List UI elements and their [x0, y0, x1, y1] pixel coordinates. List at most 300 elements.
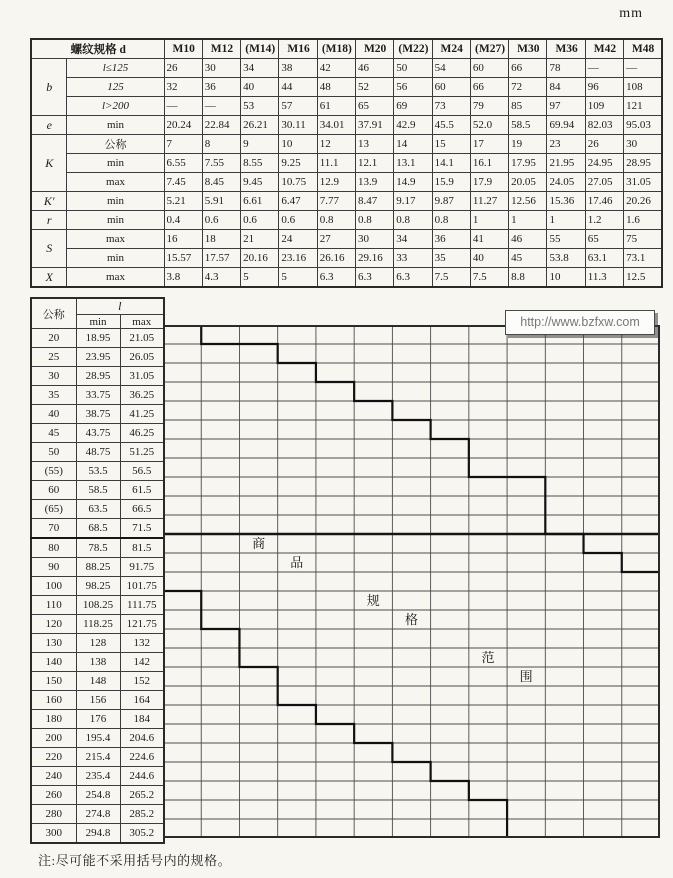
length-row: [31, 558, 164, 577]
length-row: [31, 824, 164, 844]
spec-cell: 26: [585, 135, 623, 154]
length-min: 156: [76, 691, 120, 710]
spec-cell: 72: [509, 78, 547, 97]
commercial-range-grid: [163, 325, 660, 838]
spec-cell: 42.9: [394, 116, 432, 135]
spec-cell: —: [202, 97, 240, 116]
length-min: 88.25: [76, 558, 120, 577]
range-band-label-char: 格: [404, 612, 419, 627]
spec-cell: 30: [202, 59, 240, 78]
length-nominal: 300: [31, 824, 76, 844]
length-min: 33.75: [76, 386, 120, 405]
spec-table-body: [31, 39, 662, 287]
spec-cell: 23.16: [279, 249, 317, 268]
length-max: 121.75: [120, 615, 164, 634]
spec-cell: 0.6: [202, 211, 240, 230]
length-max: 31.05: [120, 367, 164, 386]
spec-cell: 48: [317, 78, 355, 97]
spec-cell: 44: [279, 78, 317, 97]
length-row: [31, 729, 164, 748]
spec-group-label: K: [31, 135, 66, 192]
spec-cell: 7.5: [432, 268, 470, 288]
length-nominal: 80: [31, 538, 76, 558]
length-min: 215.4: [76, 748, 120, 767]
length-min: 148: [76, 672, 120, 691]
length-max: 101.75: [120, 577, 164, 596]
length-max: 21.05: [120, 329, 164, 348]
spec-cell: 15.57: [164, 249, 202, 268]
spec-row: [31, 268, 662, 288]
spec-cell: 21: [241, 230, 279, 249]
spec-cell: 46: [509, 230, 547, 249]
length-nominal: 35: [31, 386, 76, 405]
length-corner-label: 公称: [31, 298, 76, 329]
spec-cell: 8.45: [202, 173, 240, 192]
length-subheader: min: [76, 315, 120, 329]
length-min: 274.8: [76, 805, 120, 824]
spec-sub-label: 125: [66, 78, 164, 97]
spec-group-label: K′: [31, 192, 66, 211]
length-row: [31, 443, 164, 462]
spec-cell: 10: [279, 135, 317, 154]
spec-cell: 24.05: [547, 173, 585, 192]
length-max: 26.05: [120, 348, 164, 367]
spec-cell: 31.05: [624, 173, 662, 192]
length-row: [31, 634, 164, 653]
spec-cell: 26.21: [241, 116, 279, 135]
spec-cell: 20.16: [241, 249, 279, 268]
spec-cell: 19: [509, 135, 547, 154]
length-min: 48.75: [76, 443, 120, 462]
spec-cell: 12: [317, 135, 355, 154]
spec-group-label: e: [31, 116, 66, 135]
spec-cell: 12.1: [355, 154, 393, 173]
spec-cell: 8.8: [509, 268, 547, 288]
spec-cell: 73: [432, 97, 470, 116]
spec-cell: 45: [509, 249, 547, 268]
spec-cell: 121: [624, 97, 662, 116]
footnote: 注:尽可能不采用括号内的规格。: [38, 853, 232, 868]
length-nominal: 280: [31, 805, 76, 824]
spec-cell: 3.8: [164, 268, 202, 288]
length-max: 91.75: [120, 558, 164, 577]
spec-column-header: M48: [624, 39, 662, 59]
spec-cell: 17.46: [585, 192, 623, 211]
spec-column-header: M42: [585, 39, 623, 59]
length-row: [31, 348, 164, 367]
spec-cell: 17: [470, 135, 508, 154]
length-l-label: l: [76, 298, 164, 315]
spec-sub-label: min: [66, 154, 164, 173]
spec-cell: 56: [394, 78, 432, 97]
spec-cell: 73.1: [624, 249, 662, 268]
spec-cell: 66: [509, 59, 547, 78]
spec-cell: 5.91: [202, 192, 240, 211]
spec-cell: 27: [317, 230, 355, 249]
spec-cell: 9.87: [432, 192, 470, 211]
length-max: 184: [120, 710, 164, 729]
range-band-label-char: 商: [252, 536, 266, 551]
spec-cell: 60: [470, 59, 508, 78]
spec-cell: 15: [432, 135, 470, 154]
length-table: [30, 297, 165, 844]
spec-cell: 37.91: [355, 116, 393, 135]
range-band-label-char: 品: [290, 555, 304, 570]
spec-column-header: M30: [509, 39, 547, 59]
length-nominal: 120: [31, 615, 76, 634]
length-nominal: 40: [31, 405, 76, 424]
spec-cell: 40: [241, 78, 279, 97]
length-max: 244.6: [120, 767, 164, 786]
length-max: 132: [120, 634, 164, 653]
length-nominal: 140: [31, 653, 76, 672]
spec-cell: 109: [585, 97, 623, 116]
spec-row: [31, 135, 662, 154]
spec-sub-label: min: [66, 116, 164, 135]
spec-cell: 1.6: [624, 211, 662, 230]
spec-cell: 17.57: [202, 249, 240, 268]
spec-cell: 38: [279, 59, 317, 78]
spec-cell: 7.45: [164, 173, 202, 192]
length-row: [31, 748, 164, 767]
length-max: 61.5: [120, 481, 164, 500]
length-max: 111.75: [120, 596, 164, 615]
spec-table: [30, 38, 663, 288]
spec-cell: —: [585, 59, 623, 78]
length-row: [31, 615, 164, 634]
spec-cell: 9.17: [394, 192, 432, 211]
length-max: 71.5: [120, 519, 164, 539]
spec-cell: 22.84: [202, 116, 240, 135]
spec-cell: 24: [279, 230, 317, 249]
spec-cell: 8: [202, 135, 240, 154]
spec-cell: 84: [547, 78, 585, 97]
length-row: [31, 691, 164, 710]
spec-cell: 33: [394, 249, 432, 268]
length-row: [31, 767, 164, 786]
spec-cell: 26: [164, 59, 202, 78]
length-row: [31, 405, 164, 424]
length-min: 38.75: [76, 405, 120, 424]
spec-cell: 45.5: [432, 116, 470, 135]
spec-cell: 14.1: [432, 154, 470, 173]
length-row: [31, 596, 164, 615]
spec-cell: 41: [470, 230, 508, 249]
spec-cell: 6.47: [279, 192, 317, 211]
range-band-label-char: 围: [519, 669, 533, 684]
length-row: [31, 805, 164, 824]
spec-cell: 17.9: [470, 173, 508, 192]
spec-cell: 82.03: [585, 116, 623, 135]
spec-cell: 42: [317, 59, 355, 78]
spec-column-header: (M18): [317, 39, 355, 59]
spec-row: [31, 249, 662, 268]
spec-cell: 0.4: [164, 211, 202, 230]
length-min: 23.95: [76, 348, 120, 367]
spec-row: [31, 192, 662, 211]
length-max: 66.5: [120, 500, 164, 519]
spec-cell: 16.1: [470, 154, 508, 173]
spec-column-header: M20: [355, 39, 393, 59]
spec-cell: 34.01: [317, 116, 355, 135]
spec-cell: 28.95: [624, 154, 662, 173]
spec-cell: 5.21: [164, 192, 202, 211]
spec-row: [31, 230, 662, 249]
spec-cell: 23: [547, 135, 585, 154]
spec-cell: 52: [355, 78, 393, 97]
length-row: [31, 710, 164, 729]
spec-cell: 60: [432, 78, 470, 97]
spec-cell: 4.3: [202, 268, 240, 288]
length-max: 164: [120, 691, 164, 710]
spec-cell: 96: [585, 78, 623, 97]
spec-cell: 6.3: [355, 268, 393, 288]
length-row: [31, 653, 164, 672]
spec-cell: 12.56: [509, 192, 547, 211]
spec-cell: 35: [432, 249, 470, 268]
spec-sub-label: 公称: [66, 135, 164, 154]
spec-cell: 20.26: [624, 192, 662, 211]
spec-row: [31, 173, 662, 192]
spec-sub-label: max: [66, 268, 164, 288]
spec-column-header: (M14): [241, 39, 279, 59]
spec-cell: 0.6: [279, 211, 317, 230]
spec-cell: 75: [624, 230, 662, 249]
spec-cell: 6.61: [241, 192, 279, 211]
length-row: [31, 386, 164, 405]
length-min: 254.8: [76, 786, 120, 805]
spec-cell: 13.1: [394, 154, 432, 173]
spec-cell: 7: [164, 135, 202, 154]
spec-cell: 9.45: [241, 173, 279, 192]
length-max: 81.5: [120, 538, 164, 558]
spec-column-header: (M27): [470, 39, 508, 59]
spec-cell: 69.94: [547, 116, 585, 135]
spec-cell: 15.9: [432, 173, 470, 192]
spec-cell: 32: [164, 78, 202, 97]
spec-cell: 1: [509, 211, 547, 230]
spec-cell: 0.8: [394, 211, 432, 230]
range-band-label-char: 规: [366, 593, 380, 608]
spec-column-header: M24: [432, 39, 470, 59]
spec-row: [31, 211, 662, 230]
length-nominal: 200: [31, 729, 76, 748]
spec-column-header: M12: [202, 39, 240, 59]
spec-cell: 57: [279, 97, 317, 116]
spec-cell: 97: [547, 97, 585, 116]
spec-sub-label: max: [66, 173, 164, 192]
spec-corner-label: 螺纹规格 d: [31, 39, 164, 59]
length-min: 128: [76, 634, 120, 653]
spec-cell: 0.8: [432, 211, 470, 230]
spec-cell: —: [164, 97, 202, 116]
length-min: 138: [76, 653, 120, 672]
spec-cell: 6.55: [164, 154, 202, 173]
length-nominal: 260: [31, 786, 76, 805]
spec-cell: 6.3: [394, 268, 432, 288]
length-row: [31, 424, 164, 443]
length-table-body: [31, 298, 164, 843]
spec-cell: 50: [394, 59, 432, 78]
spec-cell: 46: [355, 59, 393, 78]
spec-row: [31, 97, 662, 116]
length-min: 68.5: [76, 519, 120, 539]
length-nominal: 45: [31, 424, 76, 443]
length-min: 294.8: [76, 824, 120, 844]
spec-cell: 61: [317, 97, 355, 116]
spec-cell: 36: [432, 230, 470, 249]
watermark-url: http://www.bzfxw.com: [520, 315, 640, 329]
length-row: [31, 367, 164, 386]
spec-sub-label: min: [66, 211, 164, 230]
spec-cell: 21.95: [547, 154, 585, 173]
length-max: 56.5: [120, 462, 164, 481]
length-min: 53.5: [76, 462, 120, 481]
spec-cell: 69: [394, 97, 432, 116]
spec-cell: 10.75: [279, 173, 317, 192]
spec-cell: 5: [241, 268, 279, 288]
length-max: 41.25: [120, 405, 164, 424]
length-subheader: max: [120, 315, 164, 329]
spec-cell: 12.5: [624, 268, 662, 288]
length-min: 58.5: [76, 481, 120, 500]
spec-cell: 40: [470, 249, 508, 268]
spec-cell: 7.55: [202, 154, 240, 173]
spec-cell: 53: [241, 97, 279, 116]
spec-cell: 15.36: [547, 192, 585, 211]
spec-cell: 24.95: [585, 154, 623, 173]
length-nominal: 180: [31, 710, 76, 729]
length-nominal: 220: [31, 748, 76, 767]
length-nominal: 150: [31, 672, 76, 691]
length-max: 46.25: [120, 424, 164, 443]
length-row: [31, 329, 164, 348]
length-nominal: (65): [31, 500, 76, 519]
spec-cell: 65: [355, 97, 393, 116]
length-max: 285.2: [120, 805, 164, 824]
length-nominal: 25: [31, 348, 76, 367]
length-nominal: 110: [31, 596, 76, 615]
spec-cell: 95.03: [624, 116, 662, 135]
spec-cell: 53.8: [547, 249, 585, 268]
spec-cell: —: [624, 59, 662, 78]
spec-cell: 11.27: [470, 192, 508, 211]
spec-cell: 63.1: [585, 249, 623, 268]
spec-cell: 66: [470, 78, 508, 97]
spec-sub-label: max: [66, 230, 164, 249]
spec-cell: 30: [624, 135, 662, 154]
length-max: 265.2: [120, 786, 164, 805]
unit-label: mm: [619, 6, 643, 21]
spec-cell: 13: [355, 135, 393, 154]
spec-cell: 108: [624, 78, 662, 97]
length-row: [31, 577, 164, 596]
spec-cell: 1: [470, 211, 508, 230]
spec-cell: 14.9: [394, 173, 432, 192]
spec-group-label: S: [31, 230, 66, 268]
length-min: 98.25: [76, 577, 120, 596]
length-nominal: 30: [31, 367, 76, 386]
length-min: 176: [76, 710, 120, 729]
spec-row: [31, 154, 662, 173]
spec-cell: 26.16: [317, 249, 355, 268]
length-nominal: 240: [31, 767, 76, 786]
spec-column-header: M10: [164, 39, 202, 59]
spec-cell: 36: [202, 78, 240, 97]
spec-cell: 20.05: [509, 173, 547, 192]
spec-cell: 34: [241, 59, 279, 78]
length-nominal: 60: [31, 481, 76, 500]
length-nominal: (55): [31, 462, 76, 481]
length-row: [31, 538, 164, 558]
spec-cell: 7.5: [470, 268, 508, 288]
spec-cell: 13.9: [355, 173, 393, 192]
spec-row: [31, 78, 662, 97]
spec-row: [31, 59, 662, 78]
length-min: 108.25: [76, 596, 120, 615]
spec-cell: 0.8: [317, 211, 355, 230]
spec-cell: 11.1: [317, 154, 355, 173]
spec-group-label: X: [31, 268, 66, 288]
length-row: [31, 672, 164, 691]
spec-sub-label: min: [66, 249, 164, 268]
spec-cell: 65: [585, 230, 623, 249]
spec-cell: 11.3: [585, 268, 623, 288]
length-max: 305.2: [120, 824, 164, 844]
spec-cell: 30.11: [279, 116, 317, 135]
length-min: 235.4: [76, 767, 120, 786]
length-min: 43.75: [76, 424, 120, 443]
length-nominal: 90: [31, 558, 76, 577]
spec-cell: 18: [202, 230, 240, 249]
length-row: [31, 786, 164, 805]
length-min: 18.95: [76, 329, 120, 348]
spec-cell: 54: [432, 59, 470, 78]
length-nominal: 160: [31, 691, 76, 710]
range-band-label-char: 范: [481, 650, 495, 665]
spec-cell: 29.16: [355, 249, 393, 268]
spec-cell: 9: [241, 135, 279, 154]
spec-cell: 79: [470, 97, 508, 116]
length-nominal: 70: [31, 519, 76, 539]
watermark-box: [505, 310, 655, 335]
spec-cell: 14: [394, 135, 432, 154]
length-row: [31, 500, 164, 519]
spec-cell: 0.8: [355, 211, 393, 230]
spec-sub-label: min: [66, 192, 164, 211]
spec-group-label: b: [31, 59, 66, 116]
spec-cell: 27.05: [585, 173, 623, 192]
spec-column-header: M36: [547, 39, 585, 59]
spec-header-row: [31, 39, 662, 59]
length-min: 63.5: [76, 500, 120, 519]
spec-group-label: r: [31, 211, 66, 230]
length-nominal: 100: [31, 577, 76, 596]
spec-cell: 9.25: [279, 154, 317, 173]
length-row: [31, 462, 164, 481]
length-min: 78.5: [76, 538, 120, 558]
length-min: 28.95: [76, 367, 120, 386]
spec-cell: 55: [547, 230, 585, 249]
spec-cell: 0.6: [241, 211, 279, 230]
length-row: [31, 481, 164, 500]
length-row: [31, 519, 164, 539]
spec-cell: 17.95: [509, 154, 547, 173]
spec-row: [31, 116, 662, 135]
spec-cell: 7.77: [317, 192, 355, 211]
spec-column-header: M16: [279, 39, 317, 59]
spec-cell: 6.3: [317, 268, 355, 288]
